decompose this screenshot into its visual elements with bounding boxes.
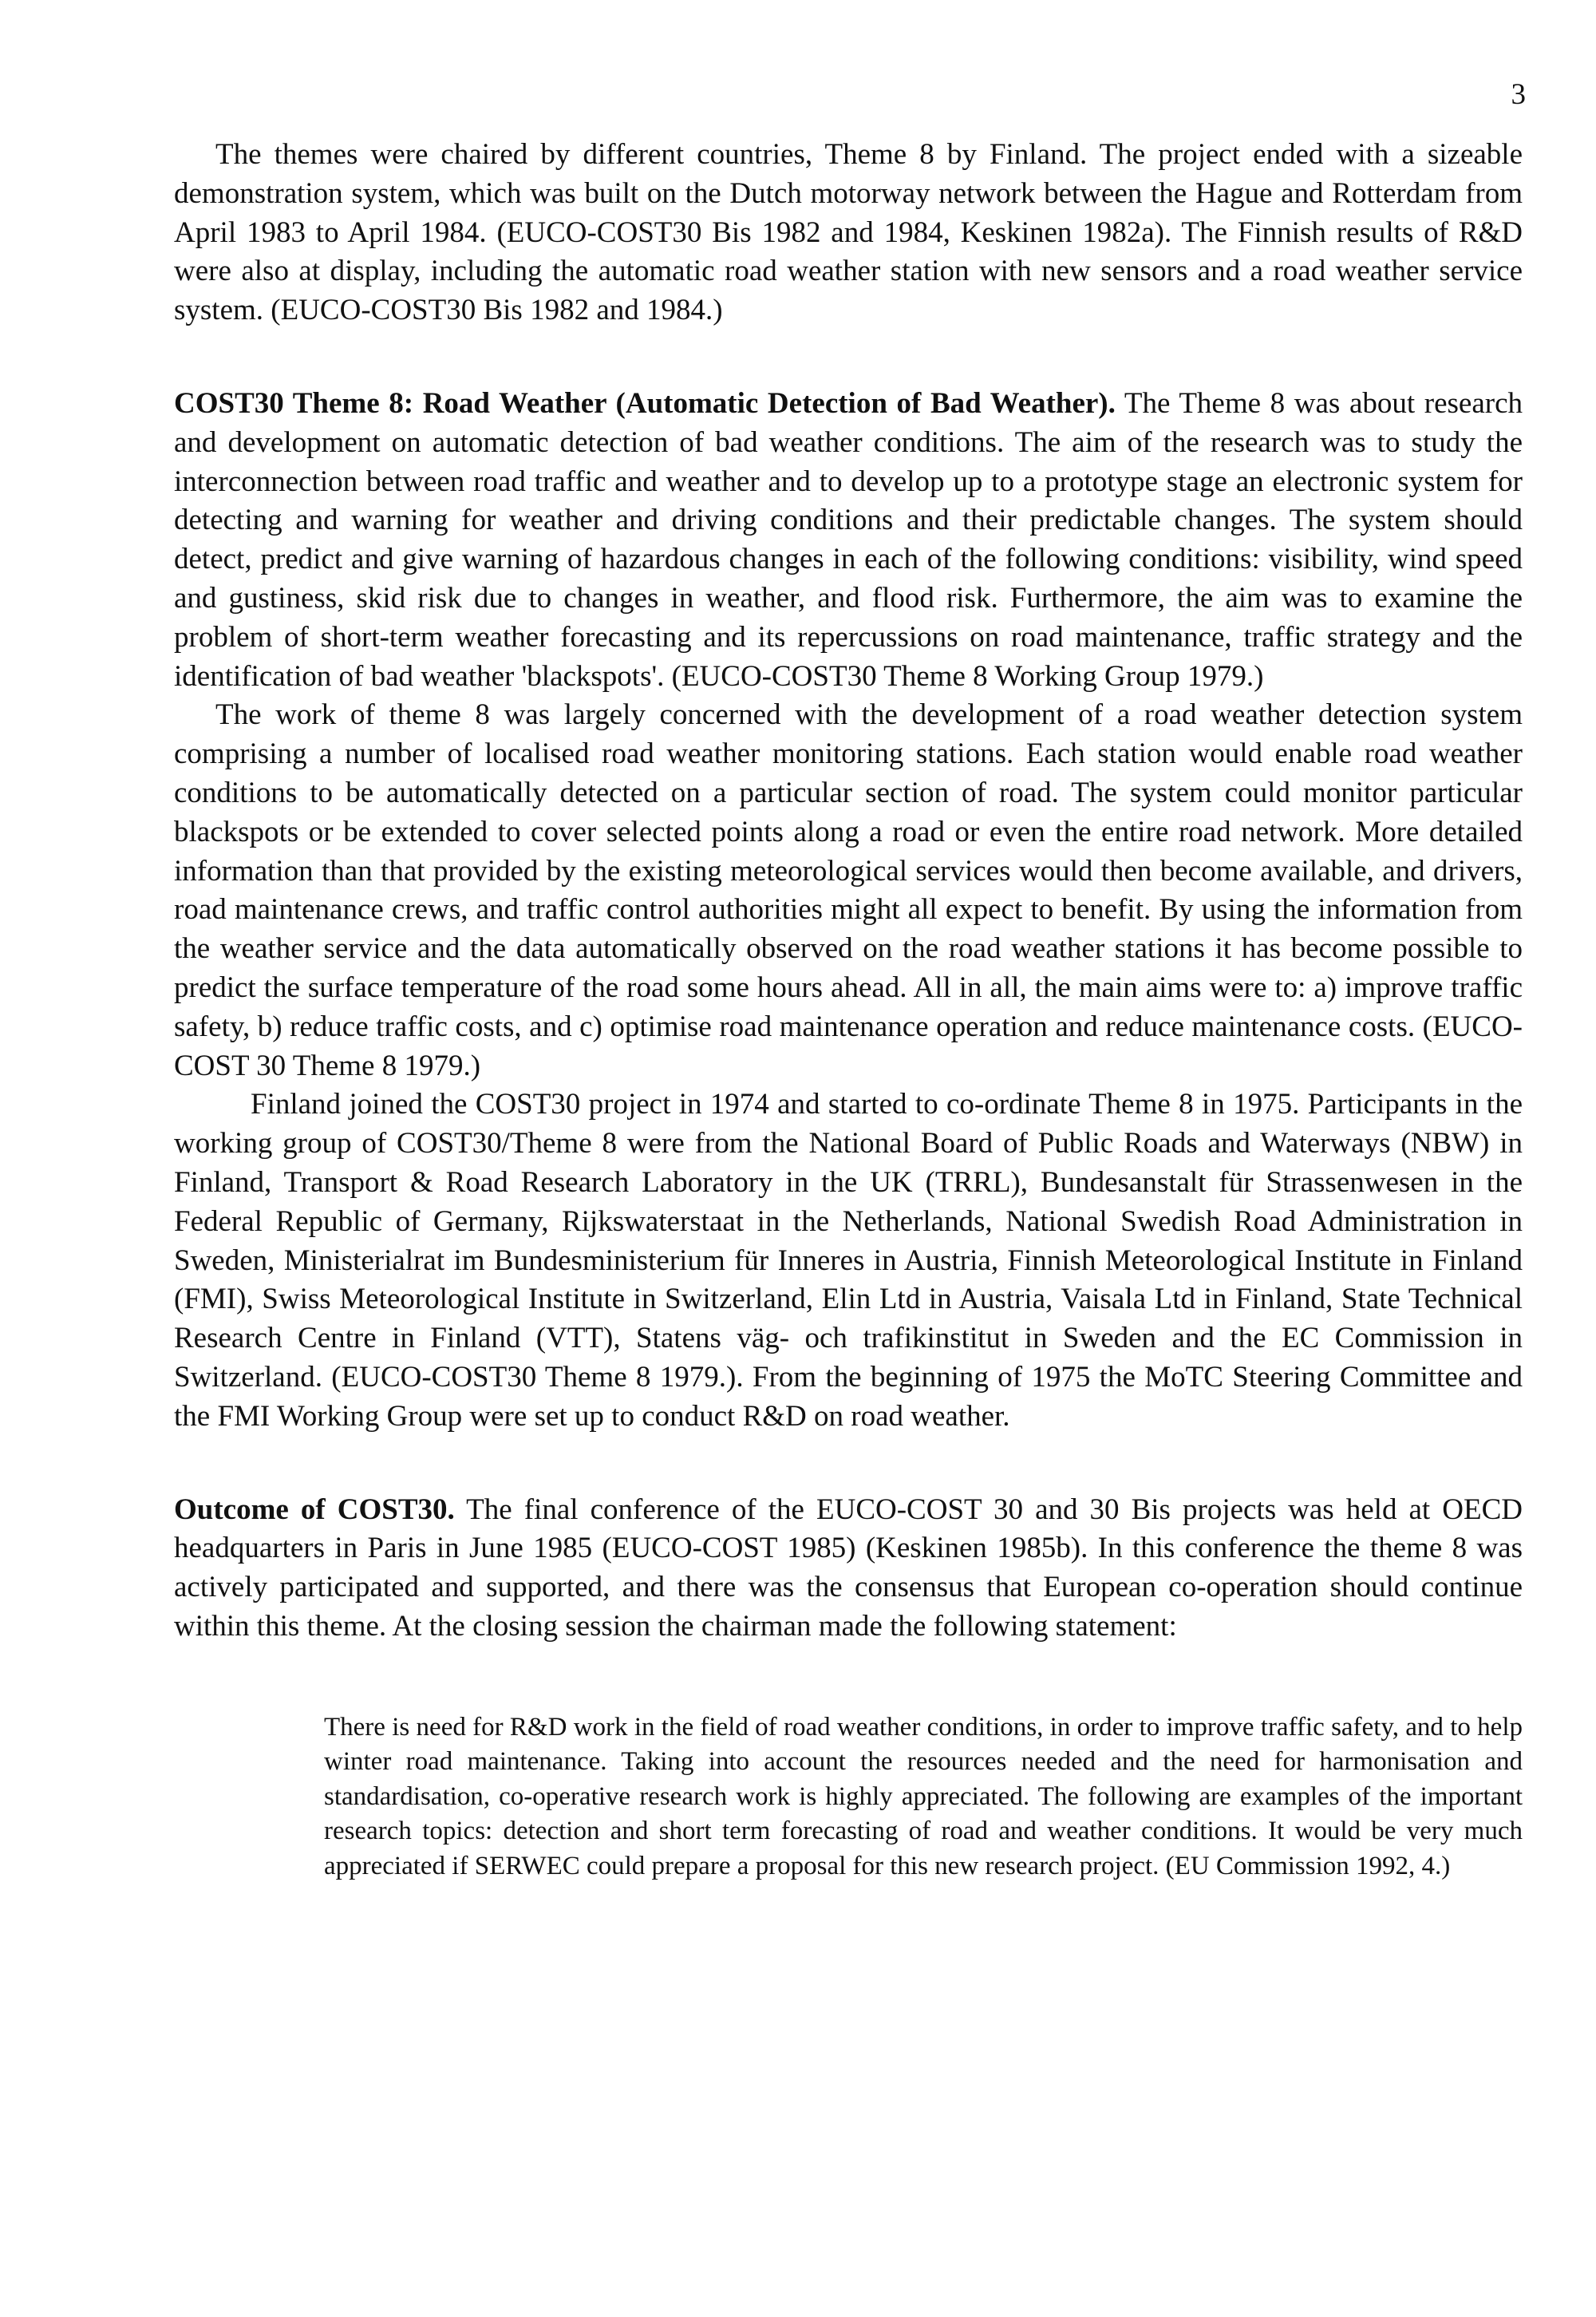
section-body-outcome: The final conference of the EUCO-COST 30 and 30 Bis projects was held at OECD headquarters in Paris in June 1985 (EUCO-COST 1985) (Keskinen 1985b). In this conference the theme 8 was actively participated and supported, and there was the consensus that European co-operation should continue within this theme. At the closing session the chairman made the following statement:: [174, 1493, 1523, 1643]
paragraph-work-of-theme8: The work of theme 8 was largely concerned with the development of a road weather detection system comprising a number of localised road weather monitoring stations. Each station would enable road weather conditions to be automatically detected on a particular section of road. The system could monitor particular blackspots or be extended to cover selected points along a road or even the entire road network. More detailed information than that provided by the existing meteorological services would then become available, and drivers, road maintenance crews, and traffic control authorities might all expect to benefit. By using the information from the weather service and the data automatically observed on the road weather stations it has become possible to predict the surface temperature of the road some hours ahead. All in all, the main aims were to: a) improve traffic safety, b) reduce traffic costs, and c) optimise road maintenance operation and reduce maintenance costs. (EUCO-COST 30 Theme 8 1979.): [174, 698, 1523, 1082]
page-number: 3: [1511, 78, 1526, 111]
section-heading-outcome: Outcome of COST30.: [174, 1493, 455, 1526]
section-heading-theme8: COST30 Theme 8: Road Weather (Automatic Detection of Bad Weather).: [174, 386, 1116, 420]
block-quote-statement: There is need for R&D work in the field of road weather conditions, in order to improve traffic safety, and to help winter road maintenance. Taking into account the resources needed and the need for harmonisation and standardisation, co-operative research work is highly appreciated. The following are examples of the important research topics: detection and short term forecasting of road and weather conditions. It would be very much appreciated if SERWEC could prepare a proposal for this new research project. (EU Commission 1992, 4.): [324, 1712, 1523, 1880]
paragraph-finland-joined: Finland joined the COST30 project in 1974 and started to co-ordinate Theme 8 in 1975. Participants in the working group of COST30/Theme 8 were from the National Board of Public Roads and Waterways (NBW) in Finland, Transport & Road Research Laboratory in the UK (TRRL), Bundesanstalt für Strassenwesen in the Federal Republic of Germany, Rijkswaterstaat in the Netherlands, National Swedish Road Administration in Sweden, Ministerialrat im Bundesministerium für Inneres in Austria, Finnish Meteorological Institute in Finland (FMI), Swiss Meteorological Institute in Switzerland, Elin Ltd in Austria, Vaisala Ltd in Finland, State Technical Research Centre in Finland (VTT), Statens väg- och trafikinstitut in Sweden and the EC Commission in Switzerland. (EUCO-COST30 Theme 8 1979.). From the beginning of 1975 the MoTC Steering Committee and the FMI Working Group were set up to conduct R&D on road weather.: [174, 1088, 1523, 1433]
section-outcome-cost30: [174, 1491, 1523, 1647]
section-body-theme8: The Theme 8 was about research and development on automatic detection of bad weather conditions. The aim of the research was to study the interconnection between road traffic and weather and to develop up to a prototype stage an electronic system for detecting and warning for weather and driving conditions and their predictable changes. The system should detect, predict and give warning of hazardous changes in each of the following conditions: visibility, wind speed and gustiness, skid risk due to changes in weather, and flood risk. Furthermore, the aim was to examine the problem of short-term weather forecasting and its repercussions on road maintenance, traffic strategy and the identification of bad weather 'blackspots'. (EUCO-COST30 Theme 8 Working Group 1979.): [174, 386, 1523, 693]
section-cost30-theme8: [174, 385, 1523, 696]
paragraph-themes-chaired: The themes were chaired by different countries, Theme 8 by Finland. The project ended with a sizeable demonstration system, which was built on the Dutch motorway network between the Hague and Rotterdam from April 1983 to April 1984. (EUCO-COST30 Bis 1982 and 1984, Keskinen 1982a). The Finnish results of R&D were also at display, including the automatic road weather station with new sensors and a road weather service system. (EUCO-COST30 Bis 1982 and 1984.): [174, 138, 1523, 327]
document-body: [174, 136, 1523, 1884]
